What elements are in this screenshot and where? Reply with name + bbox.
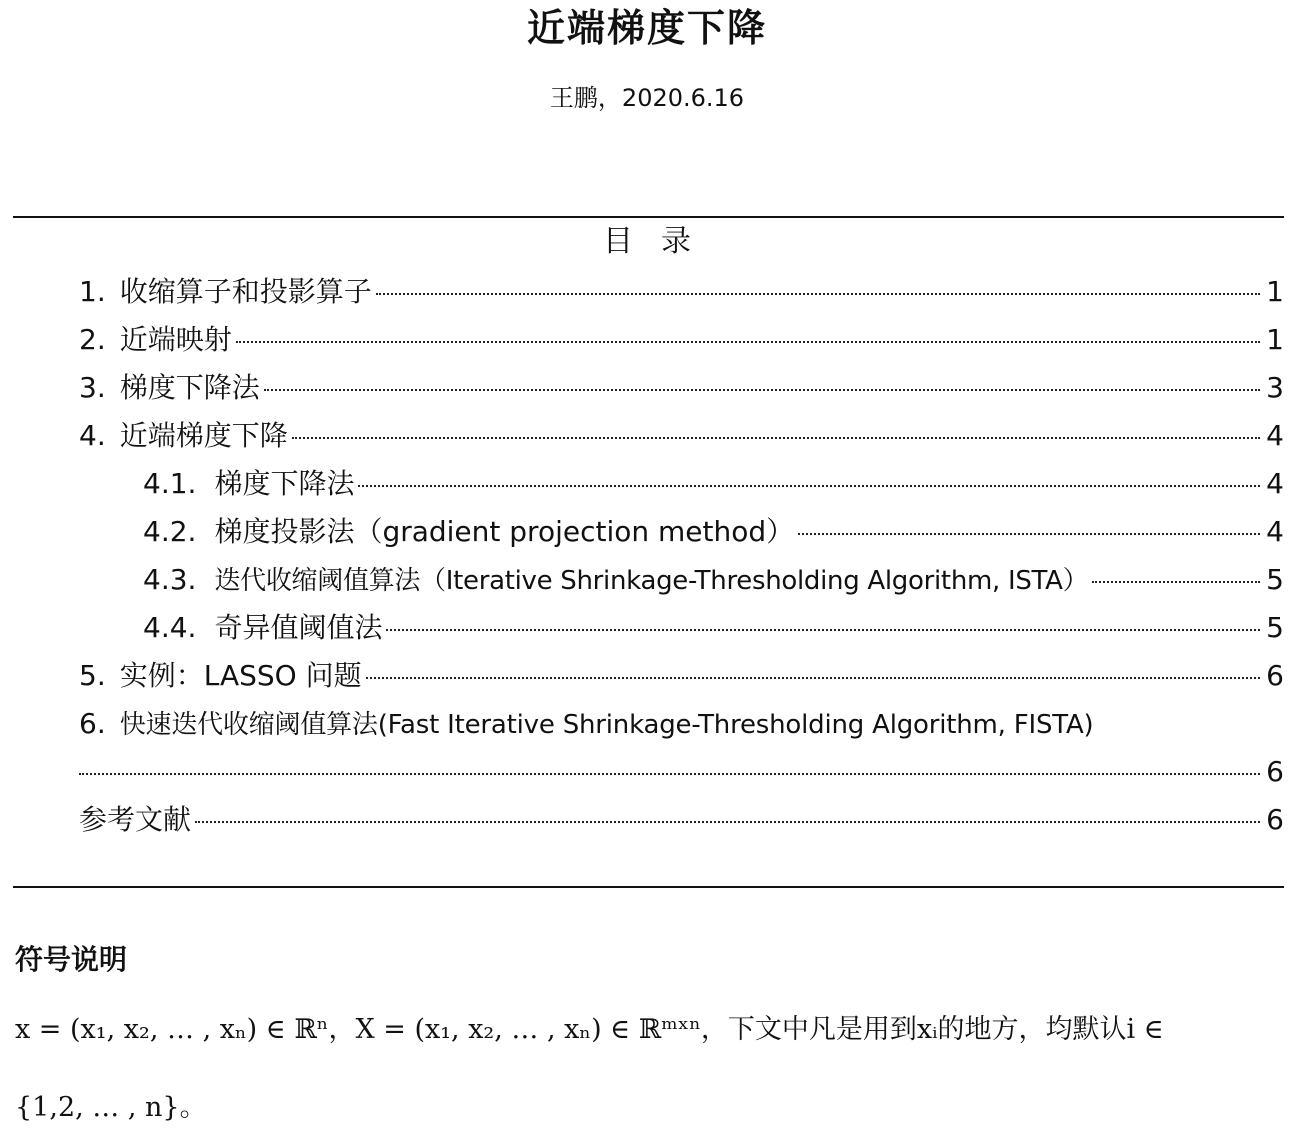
- toc-top-rule: [13, 216, 1284, 218]
- notation-line-2: {1,2, … , n}。: [15, 1092, 207, 1123]
- toc-entry[interactable]: [79, 316, 1284, 364]
- table-of-contents: [79, 268, 1284, 844]
- toc-entry[interactable]: [79, 700, 1284, 748]
- toc-leader-dots: [366, 677, 1260, 679]
- toc-leader-dots: [236, 341, 1260, 343]
- toc-entry-label: 实例：LASSO 问题: [119, 659, 362, 692]
- toc-entry-page: 1: [1266, 323, 1284, 356]
- toc-entry-page: 6: [1266, 755, 1284, 788]
- toc-entry-page: 5: [1266, 563, 1284, 596]
- toc-entry[interactable]: [79, 268, 1284, 316]
- notation-heading: 符号说明: [15, 943, 128, 976]
- document-title: 近端梯度下降: [526, 6, 767, 50]
- toc-heading: [0, 222, 1294, 262]
- toc-leader-dots: [1092, 581, 1260, 583]
- author-date: 王鹏，2020.6.16: [549, 84, 745, 112]
- toc-entry-label: 梯度下降法: [214, 467, 355, 500]
- toc-leader-dots: [798, 533, 1260, 535]
- toc-entry-page: 3: [1266, 371, 1284, 404]
- toc-entry-number: 2.: [79, 323, 106, 356]
- toc-entry-number: 4.1.: [143, 467, 197, 500]
- toc-leader-dots: [358, 485, 1260, 487]
- toc-entry[interactable]: [79, 412, 1284, 460]
- toc-entry[interactable]: [79, 796, 1284, 844]
- toc-leader-dots: [195, 821, 1260, 823]
- toc-entry-number: 4.2.: [143, 515, 197, 548]
- toc-entry-page: 5: [1266, 611, 1284, 644]
- toc-leader-dots: [79, 773, 1260, 775]
- toc-entry-number: 4.: [79, 419, 106, 452]
- toc-subentry[interactable]: [79, 508, 1284, 556]
- toc-entry-label: 梯度投影法（gradient projection method）: [214, 515, 795, 548]
- toc-entry-label: 收缩算子和投影算子: [119, 275, 372, 308]
- toc-entry-page: 4: [1266, 515, 1284, 548]
- toc-entry-number: 3.: [79, 371, 106, 404]
- toc-leader-dots: [292, 437, 1260, 439]
- toc-entry-number: 1.: [79, 275, 106, 308]
- toc-subentry[interactable]: [79, 556, 1284, 604]
- toc-entry-page: 4: [1266, 419, 1284, 452]
- toc-entry-page: 1: [1266, 275, 1284, 308]
- toc-entry-label: 近端映射: [119, 323, 232, 356]
- toc-entry-label: 迭代收缩阈值算法（Iterative Shrinkage-Thresholding Algorithm, ISTA）: [214, 566, 1089, 596]
- toc-entry[interactable]: [79, 364, 1284, 412]
- toc-bottom-rule: [13, 886, 1284, 888]
- toc-entry-label: 参考文献: [79, 803, 192, 836]
- toc-heading-text: 目录: [603, 224, 719, 259]
- toc-entry-label: 近端梯度下降: [119, 419, 288, 452]
- toc-entry-label: 奇异值阈值法: [214, 611, 383, 644]
- toc-subentry[interactable]: [79, 604, 1284, 652]
- toc-entry-label: 快速迭代收缩阈值算法(Fast Iterative Shrinkage-Thresholding Algorithm, FISTA): [119, 710, 1094, 740]
- toc-leader-dots: [376, 293, 1260, 295]
- toc-entry-continuation[interactable]: [79, 748, 1284, 796]
- toc-entry-page: 4: [1266, 467, 1284, 500]
- toc-entry-label: 梯度下降法: [119, 371, 260, 404]
- toc-leader-dots: [264, 389, 1260, 391]
- toc-entry-page: 6: [1266, 659, 1284, 692]
- toc-subentry[interactable]: [79, 460, 1284, 508]
- toc-entry-number: 6.: [79, 707, 106, 740]
- toc-entry-number: 5.: [79, 659, 106, 692]
- toc-leader-dots: [386, 629, 1260, 631]
- notation-line-1: x = (x₁, x₂, … , xₙ) ∈ ℝⁿ，X = (x₁, x₂, … , xₙ) ∈ ℝᵐˣⁿ，下文中凡是用到xᵢ的地方，均默认i ∈: [15, 1014, 1164, 1045]
- toc-entry-number: 4.3.: [143, 563, 197, 596]
- toc-entry-number: 4.4.: [143, 611, 197, 644]
- toc-entry[interactable]: [79, 652, 1284, 700]
- toc-entry-page: 6: [1266, 803, 1284, 836]
